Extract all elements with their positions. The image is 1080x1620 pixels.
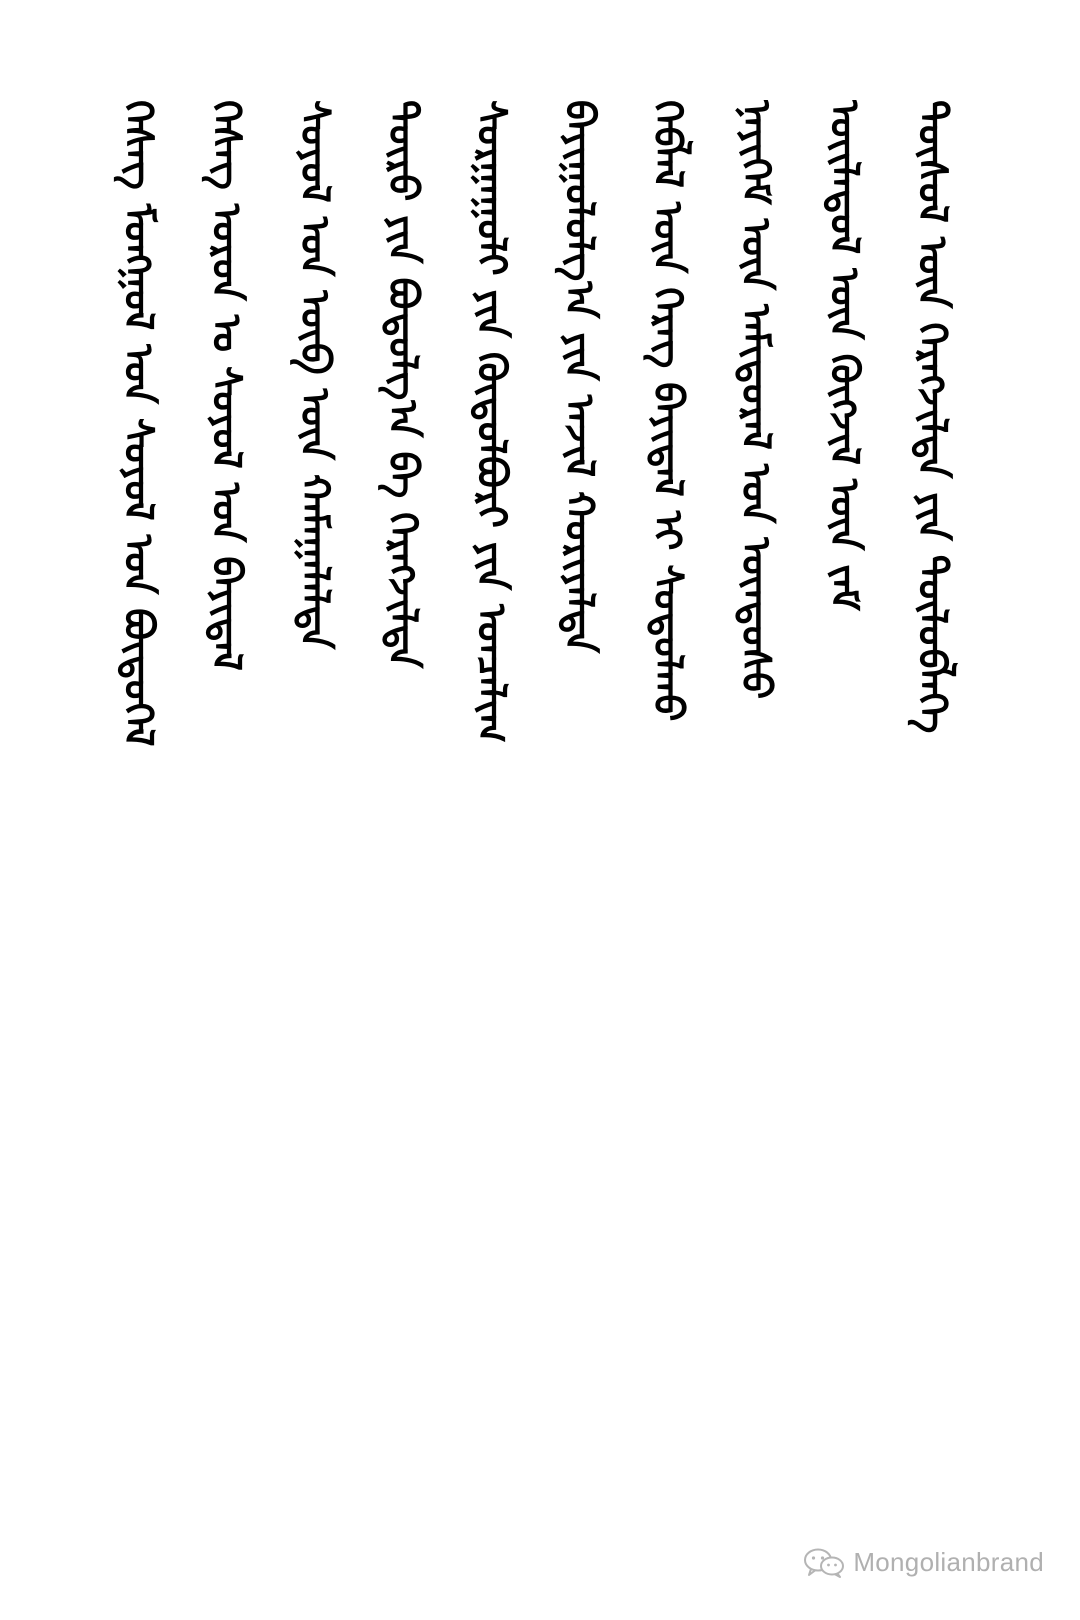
mongolian-text-block bbox=[110, 100, 960, 1480]
text-column-6: ᠪᠠᠶᠢᠭᠤᠯᠤᠯᠭ᠎ᠠ ᠶᠢᠨ ᠠᠵᠢᠯ ᠬᠣᠷᠢᠶᠠᠯᠲᠠ bbox=[556, 100, 603, 654]
text-column-3: ᠰᠣᠶᠣᠯ ᠤᠨ ᠥᠪ ᠦᠨ ᠬᠠᠮᠠᠭᠠᠯᠠᠯᠲᠠ bbox=[291, 100, 338, 650]
wechat-icon bbox=[803, 1548, 845, 1578]
text-column-7: ᠬᠡᠪᠯᠡᠯ ᠦᠨ ᠬᠡᠷᠡᠭ ᠪᠠᠶᠢᠳᠠᠯ ᠢ ᠰᠣᠳᠤᠯᠬᠤ bbox=[644, 100, 691, 722]
text-column-1: ᠬᠡᠰᠡᠭ ᠮᠣᠩᠭᠣᠯ ᠤᠨ ᠰᠣᠶᠣᠯ ᠤᠨ ᠪᠦᠲᠦᠭᠡᠯ bbox=[115, 100, 161, 747]
text-column-10: ᠲᠥᠰᠥᠯ ᠦᠨ ᠬᠡᠷᠡᠭᠵᠢᠯᠲᠡ ᠶᠢᠨ ᠲᠥᠯᠦᠪᠯᠡᠭᠡ bbox=[908, 100, 955, 734]
watermark bbox=[803, 1547, 1044, 1578]
text-column-9: ᠦᠢᠯᠡᠳᠦᠯ ᠦᠨ ᠬᠥᠭᠵᠢᠯ ᠦᠨ ᠵᠠᠮ bbox=[820, 100, 867, 611]
text-column-5: ᠰᠤᠷᠭᠠᠭᠤᠯᠢ ᠶᠢᠨ ᠬᠥᠲᠦᠯᠪᠦᠷᠢ ᠶᠢᠨ ᠣᠨᠴᠠᠯᠢᠭ bbox=[467, 100, 514, 743]
text-column-8: ᠨᠡᠶᠢᠭᠡᠮ ᠦᠨ ᠠᠮᠢᠳᠤᠷᠠᠯ ᠤᠨ ᠦᠨᠳᠦᠰᠦ bbox=[732, 100, 779, 700]
text-column-4: ᠲᠦᠷᠦ ᠶᠢᠨ ᠪᠣᠳᠣᠯᠭ᠎ᠠ ᠪᠠ ᠬᠡᠷᠡᠭᠵᠢᠯᠲᠡ bbox=[379, 100, 426, 669]
watermark-text: Mongolianbrand bbox=[853, 1547, 1044, 1577]
text-column-2: ᠬᠡᠰᠡᠭ ᠣᠷᠤᠨ ᠤ ᠰᠣᠶᠣᠯ ᠤᠨ ᠪᠠᠶᠢᠳᠠᠯ bbox=[203, 100, 250, 671]
